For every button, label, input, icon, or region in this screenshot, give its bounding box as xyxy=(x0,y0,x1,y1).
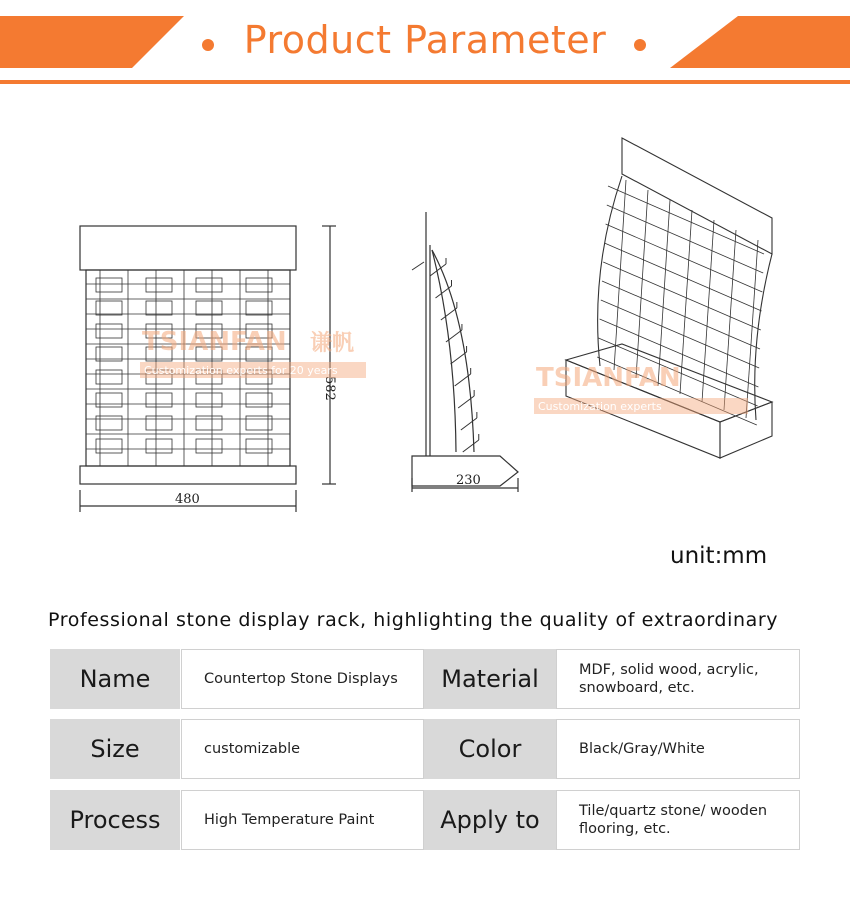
param-value: High Temperature Paint xyxy=(181,790,424,850)
persp-rail xyxy=(608,186,764,254)
hook-slot xyxy=(196,278,222,292)
hook-slot xyxy=(146,393,172,407)
persp-rail xyxy=(601,300,759,368)
header-underline xyxy=(0,80,850,84)
param-value: Black/Gray/White xyxy=(556,719,800,779)
persp-rail xyxy=(603,262,761,330)
width-dimension-label: 480 xyxy=(175,492,200,507)
watermark-tagline-persp: Customization experts xyxy=(538,400,662,413)
param-row xyxy=(50,719,800,779)
hook-slot xyxy=(146,416,172,430)
persp-header-panel xyxy=(622,138,772,254)
side-hook xyxy=(463,440,479,452)
side-view xyxy=(412,212,518,492)
page-title: Product Parameter xyxy=(243,18,607,62)
param-label: Apply to xyxy=(424,790,556,850)
watermark-brand-cn: 谦帆 xyxy=(310,331,355,356)
param-value: Countertop Stone Displays xyxy=(181,649,424,709)
height-dimension-label: 582 xyxy=(322,376,337,401)
side-hooks xyxy=(412,258,479,452)
persp-curve-right xyxy=(755,254,772,420)
param-label: Process xyxy=(50,790,180,850)
front-base xyxy=(80,466,296,484)
param-row xyxy=(50,649,800,709)
hook-slot xyxy=(196,439,222,453)
technical-drawing xyxy=(60,120,800,520)
param-value: Tile/quartz stone/ wooden flooring, etc. xyxy=(556,790,800,850)
side-top-hook xyxy=(412,262,424,270)
hook-slot xyxy=(196,416,222,430)
header-banner xyxy=(0,0,850,90)
param-row xyxy=(50,790,800,850)
unit-label: unit:mm xyxy=(670,543,768,569)
side-curve-back xyxy=(432,250,456,452)
side-curve-front xyxy=(432,250,474,452)
watermark-brand: TSIANFAN xyxy=(142,327,287,357)
hook-slot xyxy=(196,393,222,407)
depth-dimension-label: 230 xyxy=(456,473,481,488)
persp-rail xyxy=(606,224,763,292)
param-label: Name xyxy=(50,649,180,709)
hook-slot xyxy=(146,439,172,453)
persp-rail xyxy=(602,281,760,349)
front-header-panel xyxy=(80,226,296,270)
persp-rail xyxy=(607,205,763,273)
hook-slot xyxy=(146,301,172,315)
watermark-tagline: Customization experts for 20 years xyxy=(144,364,338,377)
tagline: Professional stone display rack, highlighting the quality of extraordinary xyxy=(48,609,779,631)
side-hook xyxy=(451,352,467,364)
param-value: customizable xyxy=(181,719,424,779)
hook-slot xyxy=(146,278,172,292)
drawing-svg xyxy=(60,120,800,520)
hook-slot xyxy=(196,301,222,315)
watermark-brand-persp: TSIANFAN xyxy=(536,363,681,393)
param-label: Size xyxy=(50,719,180,779)
side-hook xyxy=(441,308,457,320)
param-label: Material xyxy=(424,649,556,709)
side-hook xyxy=(436,286,452,298)
side-hook xyxy=(461,418,477,430)
persp-rail xyxy=(604,243,761,311)
persp-curve-left xyxy=(598,176,622,366)
param-label: Color xyxy=(424,719,556,779)
param-value: MDF, solid wood, acrylic, snowboard, etc. xyxy=(556,649,800,709)
